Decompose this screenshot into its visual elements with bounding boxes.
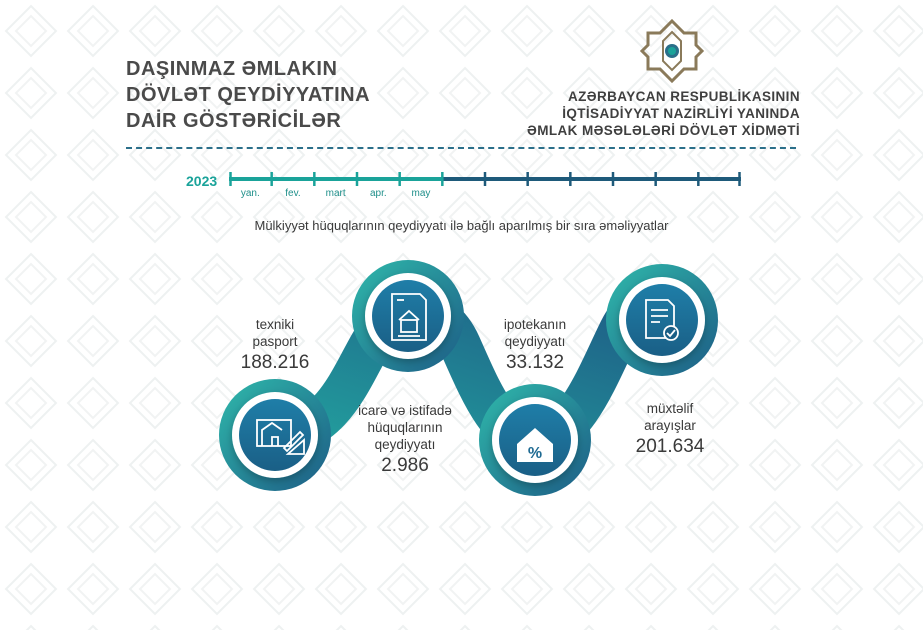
org-line-2: İQTİSADİYYAT NAZİRLİYİ YANINDA	[562, 106, 800, 121]
stat-technical-passport	[210, 316, 340, 375]
timeline-month: apr.	[369, 188, 387, 199]
circle-blueprint	[219, 379, 331, 491]
org-line-1: AZƏRBAYCAN RESPUBLİKASININ	[568, 89, 800, 104]
timeline-month: fev.	[285, 188, 301, 199]
stat-value: 188.216	[240, 352, 310, 373]
stat-label: qeydiyyatı	[374, 437, 436, 452]
stat-value: 33.132	[505, 352, 565, 373]
stat-value: 2.986	[381, 455, 429, 476]
stat-value: 201.634	[635, 436, 705, 457]
stat-label: texniki	[255, 317, 295, 332]
title-line-1: DAŞINMAZ ƏMLAKIN	[126, 58, 338, 80]
stat-mortgage-registration	[470, 316, 600, 375]
title-line-2: DÖVLƏT QEYDİYYATINA	[126, 84, 371, 106]
timeline-month: yan.	[240, 188, 260, 199]
subtitle: Mülkiyyət hüquqlarının qeydiyyatı ilə bağlı aparılmış bir sıra əməliyyatlar	[254, 218, 669, 233]
stat-misc-certificates	[605, 400, 735, 459]
org-line-3: ƏMLAK MƏSƏLƏLƏRİ DÖVLƏT XİDMƏTİ	[527, 123, 800, 138]
circle-stamped-document	[606, 264, 718, 376]
stat-label: hüquqlarının	[367, 420, 443, 435]
timeline-year: 2023	[186, 173, 218, 189]
stat-label: pasport	[252, 334, 298, 349]
stat-label: icarə və istifadə	[358, 403, 452, 418]
stat-label: arayışlar	[644, 418, 696, 433]
stat-label: müxtəlif	[646, 401, 694, 416]
timeline-month: may	[411, 188, 431, 199]
stat-label: ipotekanın	[503, 317, 567, 332]
stat-label: qeydiyyatı	[504, 334, 566, 349]
svg-text:%: %	[527, 445, 543, 462]
circle-house-percent	[479, 384, 591, 496]
stat-rent-registration	[330, 402, 480, 478]
title-line-3: DAİR GÖSTƏRİCİLƏR	[126, 110, 342, 132]
timeline-month: mart	[325, 188, 346, 199]
circle-house-document	[352, 260, 464, 372]
